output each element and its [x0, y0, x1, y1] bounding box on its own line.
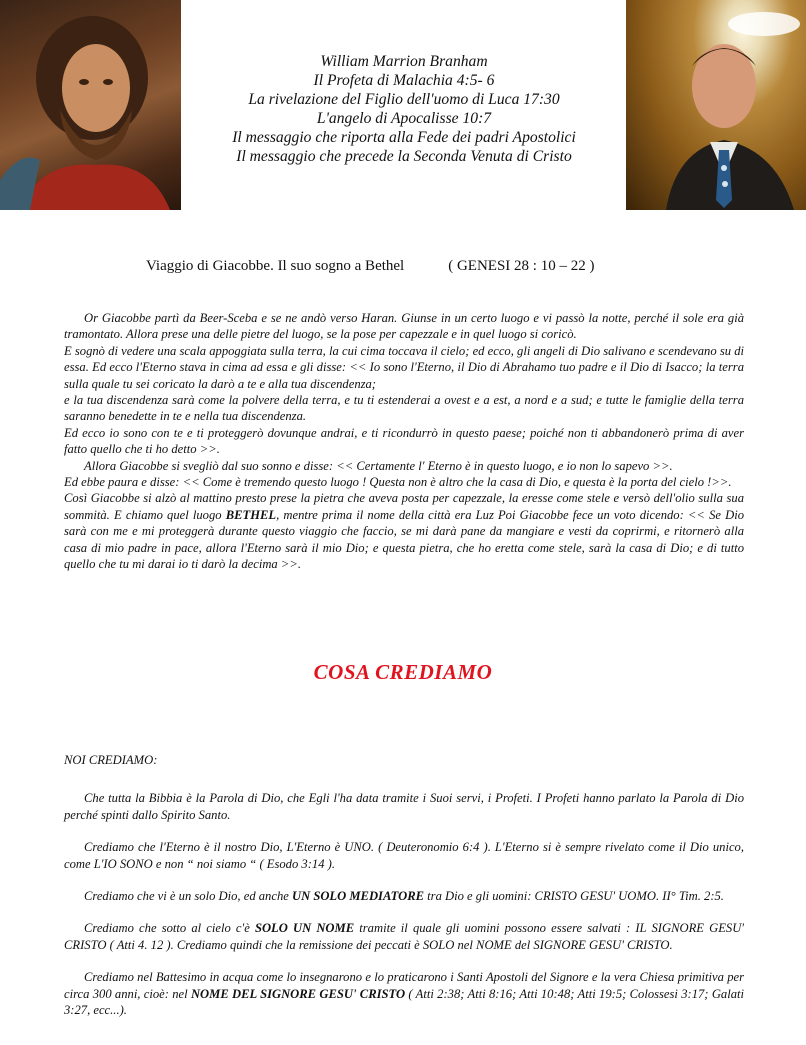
belief-paragraph: Che tutta la Bibbia è la Parola di Dio, che Egli l'ha data tramite i Suoi servi, i Profeti. I Profeti hanno parlato la Parola di Dio perché spinti dallo Spirito Santo. [64, 791, 744, 822]
passage-title: Viaggio di Giacobbe. Il suo sogno a Bethel [146, 258, 405, 274]
belief-paragraph: Crediamo che l'Eterno è il nostro Dio, L'Eterno è UNO. ( Deuteronomio 6:4 ). L'Eterno si è sempre rivelato come il Dio unico, come L'IO SONO e non “ noi siamo “ ( Esodo 3:14 ). [64, 840, 744, 871]
story-paragraph: Allora Giacobbe si svegliò dal suo sonno e disse: << Certamente l' Eterno è in questo luogo, e io non lo sapevo >>. [84, 458, 673, 473]
header-line: William Marrion Branham [320, 53, 488, 70]
belief-paragraph [64, 920, 744, 953]
section-title: COSA CREDIAMO [313, 660, 493, 684]
story-paragraph: E sognò di vedere una scala appoggiata sulla terra, la cui cima toccava il cielo; ed ecco, gli angeli di Dio salivano e scendevano su di essa. Ed ecco l'Eterno stava in cima ad essa e gli disse: << Io sono l'Eterno, il Dio di Abrahamo tuo padre e il Dio di Isacco; la terra sulla quale tu sei coricato la darò a te e alla tua discendenza; [64, 343, 744, 391]
portrait-jesus-illustration [0, 0, 181, 210]
header-line: L'angelo di Apocalisse 10:7 [316, 110, 492, 127]
story-paragraph: Or Giacobbe partì da Beer-Sceba e se ne andò verso Haran. Giunse in un certo luogo e vi passò la notte, perché il sole era già tramontato. Allora prese una delle pietre del luogo, se la pose per capezzale e in quel luogo si coricò. [64, 311, 744, 342]
header-line: La rivelazione del Figlio dell'uomo di Luca 17:30 [248, 91, 560, 108]
portrait-branham-image [626, 0, 806, 210]
belief-emphasis: SOLO UN NOME [254, 921, 355, 936]
story-text-span: , mentre prima il nome della città era Luz Poi Giacobbe fece un voto dicendo: << Se Dio sarà con me e mi proteggerà durante questo viaggio che faccio, se mi darà pane da mangiare e vesti da coprirmi, e ritornerò alla casa di mio padre in pace, allora l'Eterno sarà il mio Dio; e questa pietra, che ho eretta come stele, sarà la casa di Dio; e di tutto quello che tu mi darai io ti darò la decima >>. [64, 507, 744, 572]
belief-text-span: tramite il quale gli uomini possono essere salvati : IL SIGNORE GESU' CRISTO ( Atti 4. 12 ). Crediamo quindi che la remissione dei peccati è SOLO nel NOME del SIGNORE GESU' CRISTO. [64, 921, 744, 952]
belief-text-span: ( Atti 2:38; Atti 8:16; Atti 10:48; Atti 19:5; Colossesi 3:17; Galati 3:27, ecc...). [64, 986, 744, 1018]
header-line: Il messaggio che riporta alla Fede dei padri Apostolici [232, 129, 576, 146]
bethel-emphasis: BETHEL [225, 507, 277, 522]
portrait-jesus-image [0, 0, 181, 210]
passage-reference: ( GENESI 28 : 10 – 22 ) [448, 258, 595, 274]
story-paragraph [64, 490, 744, 572]
belief-paragraph [64, 969, 744, 1018]
belief-text-span: Crediamo che vi è un solo Dio, ed anche [84, 889, 292, 904]
portrait-branham-illustration [626, 0, 806, 210]
story-text [64, 310, 744, 573]
belief-emphasis: NOME DEL SIGNORE GESU' CRISTO [190, 986, 406, 1001]
beliefs-lead: NOI CREDIAMO: [64, 753, 158, 767]
belief-text-span: Crediamo nel Battesimo in acqua come lo insegnarono e lo praticarono i Santi Apostoli del Signore e la vera Chiesa primitiva per circa 300 anni, cioè: nel [64, 970, 744, 1001]
belief-emphasis: UN SOLO MEDIATORE [291, 889, 425, 904]
belief-text-span: Crediamo che sotto al cielo c'è [84, 921, 255, 936]
beliefs-section [64, 752, 744, 1034]
header-line: Il Profeta di Malachia 4:5- 6 [313, 72, 495, 89]
belief-text-span: tra Dio e gli uomini: CRISTO GESU' UOMO. II° Tim. 2:5. [424, 889, 724, 904]
passage-subtitle [146, 258, 594, 275]
belief-paragraph [64, 888, 744, 904]
story-paragraph: Ed ecco io sono con te e ti proteggerò dovunque andrai, e ti ricondurrò in questo paese; poiché non ti abbandonerò prima di aver fatto quello che ti ho detto >>. [64, 425, 744, 457]
story-paragraph: Ed ebbe paura e disse: << Come è tremendo questo luogo ! Questa non è altro che la casa di Dio, e questa è la porta del cielo !>>. [64, 475, 732, 490]
story-text-span: Così Giacobbe si alzò al mattino presto prese la pietra che aveva posta per capezzale, la eresse come stele e versò dell'olio sulla sua sommità. E chiamo quel luogo [64, 491, 744, 522]
story-paragraph: e la tua discendenza sarà come la polvere della terra, e tu ti estenderai a ovest e a est, a nord e a sud; e tutte le famiglie della terra saranno benedette in te e nella tua discendenza. [64, 393, 744, 424]
header-line: Il messaggio che precede la Seconda Venuta di Cristo [236, 148, 572, 165]
header-title-block [190, 52, 618, 166]
